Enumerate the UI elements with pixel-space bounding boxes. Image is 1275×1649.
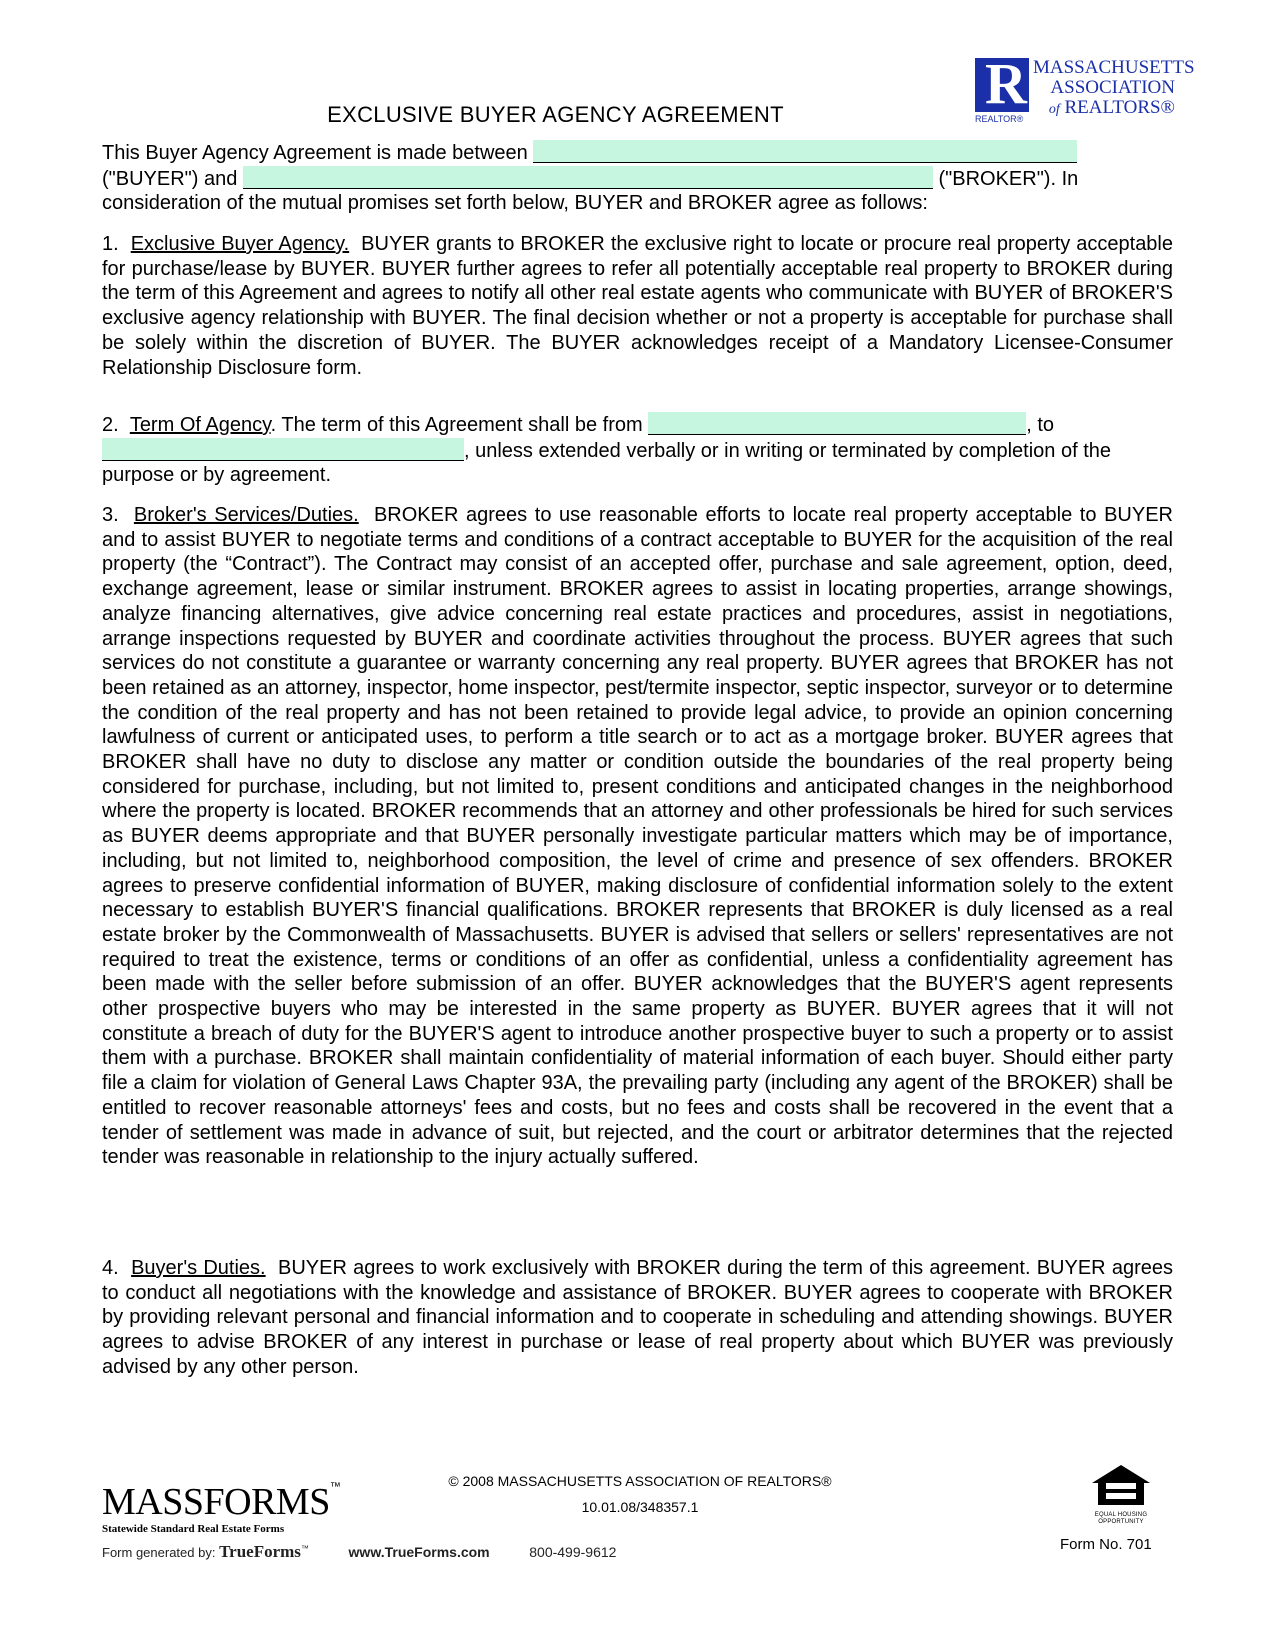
copyright-text: © 2008 MASSACHUSETTS ASSOCIATION OF REALTORS® [448,1473,832,1489]
equal-housing-house-icon [1090,1463,1152,1507]
form-number: Form No. 701 [1060,1536,1152,1553]
realtor-mark: REALTOR® [975,114,1024,124]
section-3: 3. Broker's Services/Duties. BROKER agrees to use reasonable efforts to locate real property acceptable to BUYER and to assist BUYER to negotiate terms and conditions of a contract acceptable to BUYER for the acquisition of the real property (the “Contract”). The Contract may consist of an accepted offer, purchase and sale agreement, option, deed, exchange agreement, lease or similar instrument. BROKER agrees to assist in locating properties, arrange showings, analyze financing alternatives, give advice concerning real estate practices and procedures, assist in negotiations, arrange inspections requested by BUYER and coordinate activities throughout the process. BUYER agrees that such services do not constitute a guarantee or warranty concerning any real property. BUYER agrees that BROKER has not been retained as an attorney, inspector, home inspector, pest/termite inspector, septic inspector, surveyor or to determine the condition of the real property and has not been retained to provide legal advice, to provide an opinion concerning lawfulness of current or anticipated uses, to perform a title search or to act as a mortgage broker. BUYER agrees that BROKER shall have no duty to disclose any matter or condition outside the boundaries of the real property being considered for purchase, including, but not limited to, present conditions and anticipated changes in the neighborhood where the property is located. BROKER recommends that an attorney and other professionals be hired for such services as BUYER deems appropriate and that BUYER personally investigate particular matters which may be of importance, including, but not limited to, neighborhood composition, the level of crime and presence of sex offenders. BROKER agrees to preserve confidential information of BUYER, making disclosure of confidential information solely to the extent necessary to establish BUYER'S financial qualifications. BROKER represents that BROKER is duly licensed as a real estate broker by the Commonwealth of Massachusetts. BUYER is advised that sellers or sellers' representatives are not required to treat the existence, terms or conditions of an offer as confidential, unless a confidentiality agreement has been made with the seller before submission of an offer. BUYER acknowledges that the BUYER'S agent represents other prospective buyers who may be interested in the same property as BUYER. BUYER agrees that it will not constitute a breach of duty for the BUYER'S agent to introduce another prospective buyer to such a property or to assist them with a purchase. BROKER shall maintain confidentiality of material information of each buyer. Should either party file a claim for violation of General Laws Chapter 93A, the prevailing party (including any agent of the BROKER) shall be entitled to recover reasonable attorneys' fees and costs, but no fees and costs shall be recovered in the event that a tender of settlement was made in advance of suit, but rejected, and the court or arbitrator determines that the rejected tender was reasonable in relationship to the injury actually suffered. [102,504,1173,1169]
broker-name-field[interactable] [243,166,933,189]
realtor-r-logo-icon: R [975,58,1029,112]
mar-wordmark: MASSACHUSETTS ASSOCIATION of REALTORS® [1033,57,1195,118]
section-1: 1. Exclusive Buyer Agency. BUYER grants to BROKER the exclusive right to locate or procure real property acceptable for purchase/lease by BUYER. BUYER further agrees to refer all potentially acceptable real property to BROKER during the term of this Agreement and agrees to notify all other real estate agents who communicate with BUYER of BROKER'S exclusive agency relationship with BUYER. The final decision whether or not a property is acceptable for purchase shall be solely within the discretion of BUYER. The BUYER acknowledges receipt of a Mandatory Licensee-Consumer Relationship Disclosure form. [102,233,1173,379]
term-end-date-field[interactable] [102,438,464,461]
massforms-logo: MASSFORMS™ Statewide Standard Real Estate Forms [102,1481,341,1535]
trueforms-phone: 800-499-9612 [529,1544,617,1560]
intro-paragraph: This Buyer Agency Agreement is made between ("BUYER") and ("BROKER"). In consideration of the mutual promises set forth below, BUYER and BROKER agree as follows: [102,142,1079,215]
document-title: EXCLUSIVE BUYER AGENCY AGREEMENT [327,102,784,127]
footer-copyright-block [360,1468,920,1520]
trueforms-website-link[interactable]: www.TrueForms.com [348,1544,490,1560]
section-2: 2. Term Of Agency. The term of this Agreement shall be from , to , unless extended verbally or in writing or terminated by completion of the purpose or by agreement. [102,414,1112,487]
term-start-date-field[interactable] [648,412,1026,435]
trueforms-logo: TrueForms [219,1542,301,1561]
section-4-heading: Buyer's Duties. [131,1257,266,1279]
equal-housing-logo: EQUAL HOUSING OPPORTUNITY [1086,1463,1156,1526]
document-id: 10.01.08/348357.1 [581,1499,699,1515]
section-3-heading: Broker's Services/Duties. [133,504,359,526]
section-2-heading: Term Of Agency [129,414,271,436]
section-1-heading: Exclusive Buyer Agency. [130,233,350,255]
buyer-name-field[interactable] [533,140,1077,163]
footer-generated-line: Form generated by: TrueForms™ www.TrueForms.com 800-499-9612 [102,1542,617,1561]
section-4: 4. Buyer's Duties. BUYER agrees to work exclusively with BROKER during the term of this agreement. BUYER agrees to conduct all negotiations with the knowledge and assistance of BROKER. BUYER agrees to cooperate with BROKER by providing relevant personal and financial information and to cooperate in scheduling and attending showings. BUYER agrees to advise BROKER of any interest in purchase or lease of real property about which BUYER was previously advised by any other person. [102,1257,1173,1378]
